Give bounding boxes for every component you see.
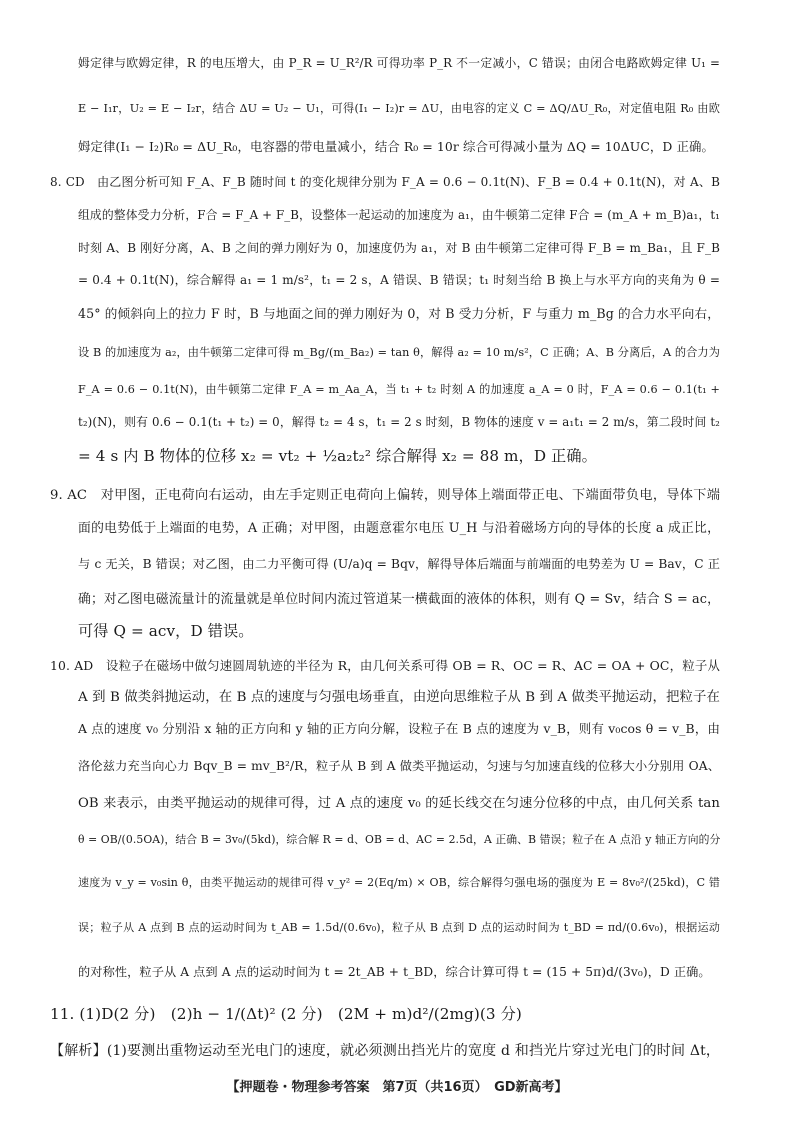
question-11-line: 11. (1)D(2 分) (2)h − 1/(Δt)² (2 分) (2M + m)d²/(2mg)(3 分)	[50, 1005, 522, 1023]
text-line: 设 B 的加速度为 a₂，由牛顿第二定律可得 m_Bg/(m_Ba₂) = tan θ，解得 a₂ = 10 m/s²，C 正确；A、B 分离后，A 的合力为	[78, 346, 720, 359]
question-9-line: 9. AC 对甲图，正电荷向右运动，由左手定则正电荷向上偏转，则导体上端面带正电、下端面带负电，导体下端	[50, 488, 720, 503]
text-line: 姆定律(I₁ − I₂)R₀ = ΔU_R₀，电容器的带电量减小，结合 R₀ = 10r 综合可得减小量为 ΔQ = 10ΔUC，D 正确。	[78, 139, 714, 154]
text-line: = 4 s 内 B 物体的位移 x₂ = vt₂ + ½a₂t₂² 综合解得 x₂ = 88 m，D 正确。	[78, 447, 597, 465]
text-line: 面的电势低于上端面的电势，A 正确；对甲图，由题意霍尔电压 U_H 与沿着磁场方向的导体的长度 a 成正比，	[78, 521, 720, 536]
text-line: A 到 B 做类斜抛运动，在 B 点的速度与匀强电场垂直，由逆向思维粒子从 B 到 A 做类平抛运动，把粒子在	[78, 690, 720, 705]
text-line: 姆定律与欧姆定律，R 的电压增大，由 P_R = U_R²/R 可得功率 P_R 不一定减小，C 错误；由闭合电路欧姆定律 U₁ =	[78, 56, 720, 70]
text-line: 洛伦兹力充当向心力 Bqv_B = mv_B²/R，粒子从 B 到 A 做类平抛运动，匀速与匀加速直线的位移大小分别用 OA、	[78, 759, 720, 773]
text-line: 时刻 A、B 刚好分离，A、B 之间的弹力刚好为 0，加速度仍为 a₁，对 B 由牛顿第二定律可得 F_B = m_Ba₁，且 F_B	[78, 241, 720, 255]
text-line: 确；对乙图电磁流量计的流量就是单位时间内流过管道某一横截面的液体的体积，则有 Q = Sv，结合 S = ac，	[78, 592, 720, 607]
text-line: 组成的整体受力分析，F合 = F_A + F_B，设整体一起运动的加速度为 a₁，由牛顿第二定律 F合 = (m_A + m_B)a₁，t₁	[78, 208, 720, 222]
text-line: 的对称性，粒子从 A 点到 A 点的运动时间为 t = 2t_AB + t_BD，综合计算可得 t = (15 + 5π)d/(3v₀)，D 正确。	[78, 965, 711, 979]
text-line: 可得 Q = acv，D 错误。	[78, 622, 254, 640]
text-line: 速度为 v_y = v₀sin θ，由类平抛运动的规律可得 v_y² = 2(Eq/m) × OB，综合解得匀强电场的强度为 E = 8v₀²/(25kd)，C 错	[78, 876, 720, 889]
text-line: = 0.4 + 0.1t(N)，综合解得 a₁ = 1 m/s²，t₁ = 2 s，A 错误、B 错误；t₁ 时刻当给 B 换上与水平方向的夹角为 θ =	[78, 273, 720, 287]
text-line: 与 c 无关，B 错误；对乙图，由二力平衡可得 (U/a)q = Bqv，解得导体后端面与前端面的电势差为 U = Bav，C 正	[78, 557, 720, 571]
text-line: t₂)(N)，则有 0.6 − 0.1(t₁ + t₂) = 0，解得 t₂ = 4 s，t₁ = 2 s 时刻，B 物体的速度 v = a₁t₁ = 2 m/s，第二段时间 t₂	[78, 415, 720, 429]
page-footer: 【押题卷・物理参考答案 第7页（共16页） GD新高考】	[226, 1080, 568, 1095]
text-line: 45° 的倾斜向上的拉力 F 时，B 与地面之间的弹力刚好为 0，对 B 受力分析，F 与重力 m_Bg 的合力水平向右，	[78, 306, 720, 321]
text-line: 误；粒子从 A 点到 B 点的运动时间为 t_AB = 1.5d/(0.6v₀)，粒子从 B 点到 D 点的运动时间为 t_BD = πd/(0.6v₀)，根据运动	[78, 921, 720, 934]
text-line: A 点的速度 v₀ 分别沿 x 轴的正方向和 y 轴的正方向分解，设粒子在 B 点的速度为 v_B，则有 v₀cos θ = v_B，由	[78, 721, 720, 736]
text-line: E − I₁r，U₂ = E − I₂r，结合 ΔU = U₂ − U₁，可得(I₁ − I₂)r = ΔU，由电容的定义 C = ΔQ/ΔU_R₀，对定值电阻 R₀ 由欧	[78, 102, 720, 115]
text-line: θ = OB/(0.5OA)，结合 B = 3v₀/(5kd)，综合解 R = d、OB = d、AC = 2.5d，A 正确、B 错误；粒子在 A 点沿 y 轴正方向的分	[78, 833, 720, 846]
text-line: F_A = 0.6 − 0.1t(N)，由牛顿第二定律 F_A = m_Aa_A，当 t₁ + t₂ 时刻 A 的加速度 a_A = 0 时，F_A = 0.6 − 0.1(t₁ +	[78, 383, 720, 396]
question-8-line: 8. CD 由乙图分析可知 F_A、F_B 随时间 t 的变化规律分别为 F_A = 0.6 − 0.1t(N)、F_B = 0.4 + 0.1t(N)，对 A、B	[50, 175, 720, 189]
text-line: OB 来表示，由类平抛运动的规律可得，过 A 点的速度 v₀ 的延长线交在匀速分位移的中点，由几何关系 tan	[78, 796, 720, 811]
analysis-line: 【解析】(1)要测出重物运动至光电门的速度，就必须测出挡光片的宽度 d 和挡光片穿过光电门的时间 Δt，	[50, 1043, 720, 1059]
question-10-line: 10. AD 设粒子在磁场中做匀速圆周轨迹的半径为 R，由几何关系可得 OB = R、OC = R、AC = OA + OC，粒子从	[50, 658, 720, 673]
